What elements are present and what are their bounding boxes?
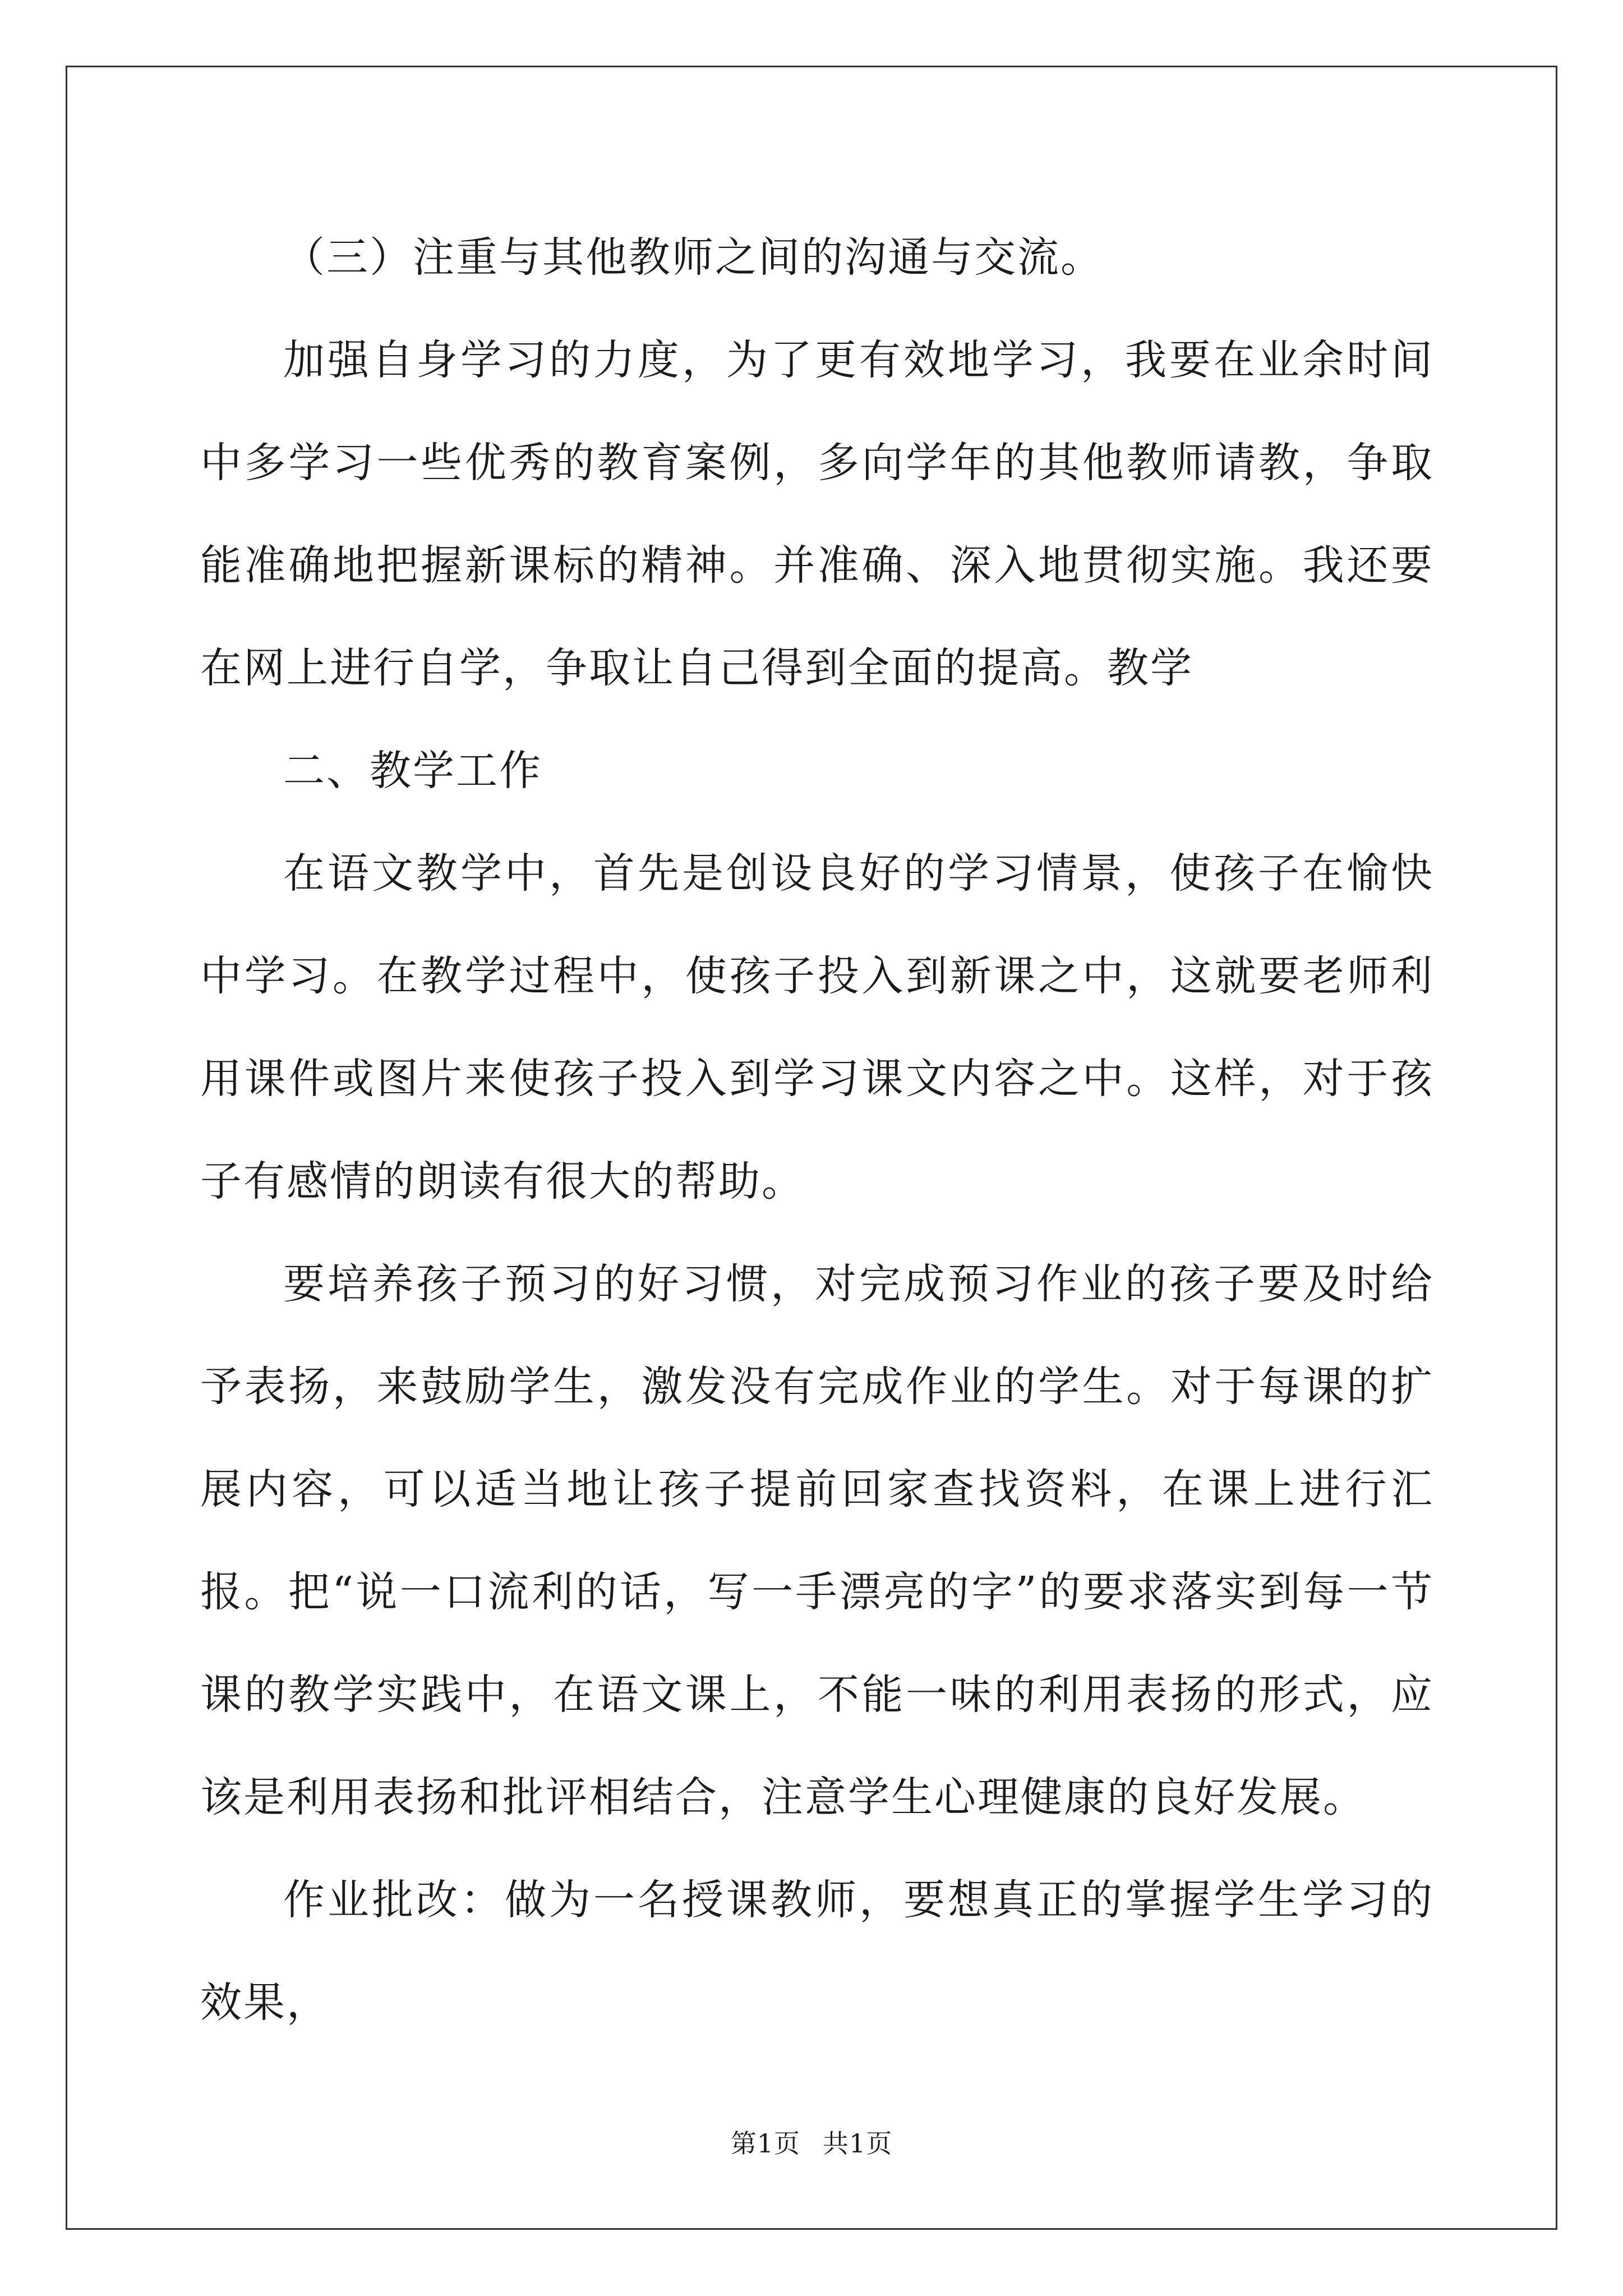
page-number-label: 第1页 (730, 2128, 800, 2159)
paragraph-homework-correction: 作业批改：做为一名授课教师，要想真正的掌握学生学习的效果， (200, 1876, 1434, 2027)
page-footer (0, 2123, 1623, 2160)
paragraph-self-study: 加强自身学习的力度，为了更有效地学习，我要在业余时间中多学习一些优秀的教育案例，多向学年的其他教师请教，争取能准确地把握新课标的精神。并准确、深入地贯彻实施。我还要在网上进行自学，争取让自己得到全面的提高。教学 (200, 336, 1434, 692)
paragraph-section-three-heading: （三）注重与其他教师之间的沟通与交流。 (283, 233, 1104, 282)
page-total-label: 共1页 (823, 2128, 893, 2159)
paragraph-teaching-work-heading: 二、教学工作 (283, 747, 542, 795)
document-body (200, 206, 1434, 2054)
paragraph-preview-habits: 要培养孩子预习的好习惯，对完成预习作业的孩子要及时给予表扬，来鼓励学生，激发没有完成作业的学生。对于每课的扩展内容，可以适当地让孩子提前回家查找资料，在课上进行汇报。把“说一口流利的话，写一手漂亮的字”的要求落实到每一节课的教学实践中，在语文课上，不能一味的利用表扬的形式，应该是利用表扬和批评相结合，注意学生心理健康的良好发展。 (200, 1260, 1434, 1821)
paragraph-chinese-teaching: 在语文教学中，首先是创设良好的学习情景，使孩子在愉快中学习。在教学过程中，使孩子投入到新课之中，这就要老师利用课件或图片来使孩子投入到学习课文内容之中。这样，对于孩子有感情的朗读有很大的帮助。 (200, 849, 1434, 1205)
